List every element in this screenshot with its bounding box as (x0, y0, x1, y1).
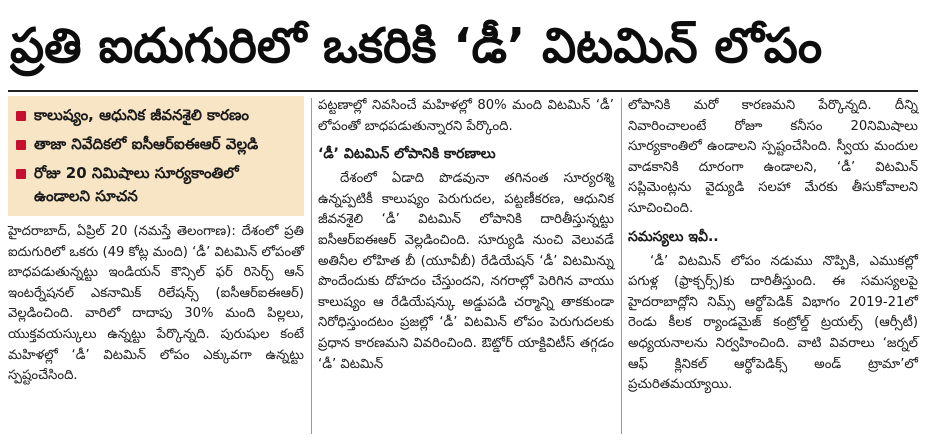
headline-rule (8, 90, 918, 92)
bullet-square-icon (16, 169, 26, 179)
highlight-item (14, 162, 298, 208)
bullet-square-icon (16, 111, 26, 121)
article-paragraph: పట్టణాల్లో నివసించే మహిళల్లో 80% మంది విటమిన్ ‘డీ’ లోపంతో బాధపడుతున్నారని పేర్కొంది. (318, 98, 614, 134)
column-divider (311, 98, 312, 434)
section-subhead: ‘డీ’ విటమిన్ లోపానికి కారణాలు (318, 146, 496, 163)
article-paragraph: దేశంలో ఏడాది పొడవునా తగినంత సూర్యరశ్మి ఉన్నప్పటికీ కాలుష్యం పెరుగుదల, పట్టణీకరణ, ఆధునిక జీవనశైలి ‘డీ’ విటమిన్ లోపానికి దారితీస్తున్నట్టు ఐసీఆర్ఐఈఆర్ వెల్లడించింది. సూర్యుడి నుంచి వెలువడే అతినీల లోహిత బీ (యూవీబీ) రేడియేషన్ ‘డీ’ విటమిన్ను పొందేందుకు దోహదం చేస్తుందని, నగరాల్లో పెరిగిన వాయు కాలుష్యం ఆ రేడియేషన్కు అడ్డుపడి చర్మాన్ని తాకకుండా నిరోధిస్తుందటం ప్రజల్లో ‘డీ’ విటమిన్ లోపం పెరుగుదలకు ప్రధాన కారణమని వివరించింది. ఔట్డోర్ యాక్టివిటీస్ తగ్గడం ‘డీ’ విటమిన్ (318, 171, 614, 372)
highlights-box (8, 96, 304, 216)
highlight-text: తాజా నివేదికలో ఐసీఆర్ఐఈఆర్ వెల్లడి (34, 135, 259, 153)
article-paragraph: ‘డీ’ విటమిన్ లోపం నడుము నొప్పికి, ఎముకల్లో పగుళ్ల (ఫ్రాక్చర్స్)కు దారితీస్తుంది. ఈ సమస్యలపై హైదరాబాద్లోని నిమ్స్ ఆర్థోపెడిక్ విభాగం 2019-21లో రెండు కీలక ర్యాండమైజ్ కంట్రోల్డ్ ట్రయల్స్ (ఆర్సీటీ) అధ్యయనాలను నిర్వహించింది. వాటి వివరాలు ‘జర్నల్ ఆఫ్ క్లినికల్ ఆర్థోపెడిక్స్ అండ్ ట్రామా’లో ప్రచురితమయ్యాయి. (628, 253, 918, 393)
bullet-square-icon (16, 140, 26, 150)
article-paragraph: హైదరాబాద్, ఏప్రిల్ 20 (నమస్తే తెలంగాణ): దేశంలో ప్రతి ఐదుగురిలో ఒకరు (49 కోట్ల మంది) ‘డీ’ విటమిన్ లోపంతో బాధపడుతున్నట్టు ఇండియన్ కౌన్సిల్ ఫర్ రిసెర్చ్ ఆన్ ఇంటర్నేషనల్ ఎకనామిక్ రిలేషన్స్ (ఐసీఆర్ఐఈఆర్) వెల్లడించింది. వారిలో దాదాపు 30% మంది పిల్లలు, యుక్తవయస్కులు ఉన్నట్టు పేర్కొన్నది. పురుషుల కంటే మహిళల్లో ‘డీ’ విటమిన్ లోపం ఎక్కువగా ఉన్నట్టు స్పష్టంచేసింది. (8, 224, 304, 384)
column-1 (8, 96, 304, 387)
column-2 (318, 96, 614, 375)
section-subhead: సమస్యలు ఇవీ.. (628, 228, 719, 245)
highlight-text: కాలుష్యం, ఆధునిక జీవనశైలి కారణం (34, 106, 249, 124)
highlight-item (14, 104, 298, 127)
highlight-text: రోజు 20 నిమిషాలు సూర్యకాంతిలో ఉండాలని సూచన (34, 164, 239, 205)
column-3 (628, 96, 918, 396)
column-divider (621, 98, 622, 434)
highlight-item (14, 133, 298, 156)
headline: ప్రతి ఐదుగురిలో ఒకరికి ‘డీ’ విటమిన్ లోపం (10, 18, 823, 74)
article-paragraph: లోపానికి మరో కారణమని పేర్కొన్నది. దీన్ని నివారించాలంటే రోజూ కనీసం 20నిమిషాలు సూర్యకాంతిలో ఉండాలని స్పష్టంచేసింది. స్వీయ మందుల వాడకానికి దూరంగా ఉండాలని, ‘డీ’ విటమిన్ సప్లిమెంట్లను వైద్యుడి సలహా మేరకు తీసుకోవాలని సూచించింది. (628, 98, 918, 216)
